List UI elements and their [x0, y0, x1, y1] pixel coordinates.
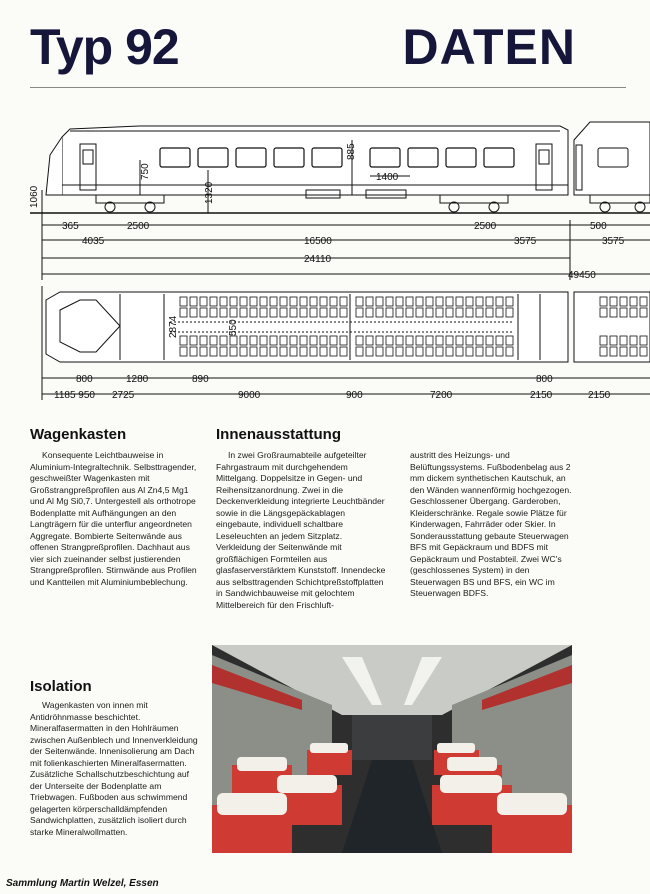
seat	[366, 308, 373, 317]
seat	[290, 308, 297, 317]
seat	[406, 336, 413, 345]
seat	[436, 308, 443, 317]
seat	[190, 336, 197, 345]
dim-890: 890	[192, 374, 209, 385]
seat	[230, 308, 237, 317]
seat	[210, 297, 217, 306]
seat	[356, 297, 363, 306]
seat	[356, 308, 363, 317]
seat	[466, 336, 473, 345]
seat	[396, 336, 403, 345]
seat	[496, 297, 503, 306]
seat	[446, 336, 453, 345]
seat	[456, 336, 463, 345]
seat	[496, 308, 503, 317]
seat	[386, 297, 393, 306]
seat	[496, 347, 503, 356]
seat	[340, 297, 347, 306]
dim-4035: 4035	[82, 236, 105, 247]
seat	[436, 347, 443, 356]
dim-750: 750	[140, 163, 151, 180]
seat	[386, 336, 393, 345]
seat	[366, 347, 373, 356]
dim-1280: 1280	[126, 374, 149, 385]
dim-9000: 9000	[238, 390, 261, 401]
seat	[210, 308, 217, 317]
seat	[386, 308, 393, 317]
seat	[376, 308, 383, 317]
seat	[180, 336, 187, 345]
seat	[310, 347, 317, 356]
seat	[220, 297, 227, 306]
dim-3575-b: 3575	[602, 236, 625, 247]
seat	[620, 297, 627, 306]
seat	[446, 308, 453, 317]
seat	[270, 336, 277, 345]
dim-2500-right: 2500	[474, 221, 497, 232]
seat	[280, 347, 287, 356]
seat	[506, 308, 513, 317]
seat	[386, 347, 393, 356]
seat	[366, 297, 373, 306]
seat	[610, 308, 617, 317]
seat	[456, 297, 463, 306]
seat	[260, 347, 267, 356]
seat	[200, 347, 207, 356]
seat	[340, 347, 347, 356]
seat	[406, 308, 413, 317]
seat	[506, 336, 513, 345]
dim-49450: 49450	[568, 270, 596, 281]
heading-wagenkasten: Wagenkasten	[30, 426, 127, 443]
seat	[426, 308, 433, 317]
seat	[300, 336, 307, 345]
seat	[180, 347, 187, 356]
seat	[190, 297, 197, 306]
seat	[630, 308, 637, 317]
seat	[476, 336, 483, 345]
dim-24110: 24110	[304, 254, 332, 265]
seat	[320, 297, 327, 306]
dim-2150-b: 2150	[588, 390, 611, 401]
dim-1320: 1320	[204, 181, 215, 204]
seat	[180, 308, 187, 317]
seat	[630, 297, 637, 306]
seat	[250, 347, 257, 356]
seat	[260, 297, 267, 306]
seat	[250, 336, 257, 345]
seat	[426, 297, 433, 306]
seat	[200, 308, 207, 317]
seat	[340, 336, 347, 345]
seat	[506, 297, 513, 306]
seat	[396, 297, 403, 306]
seat	[630, 336, 637, 345]
seat	[356, 347, 363, 356]
dim-900: 900	[346, 390, 363, 401]
seat	[426, 336, 433, 345]
seat	[486, 297, 493, 306]
seat	[620, 308, 627, 317]
seat	[310, 308, 317, 317]
text-wagenkasten: Konsequente Leichtbauweise in Aluminium-Integraltechnik. Selbsttragender, geschweißter Wagenkasten mit Großstrangpreßprofilen aus Al Zn4,5 Mg1 und Al Mg Si0,7. Untergestell als orthotrope Bodenplatte mit Aufhängungen an den Langträgern für die unterflur angeordneten Aggregate. Bombierte Seitenwände aus offenen Strangpreßprofilen. Dachhaut aus vier sich zueinander selbst justierenden Strangpreßprofilen. Stirnwände aus Profilen und Kantteilen mit Aluminiumbeblechung.	[30, 450, 197, 587]
seat	[466, 297, 473, 306]
seat	[416, 297, 423, 306]
header-divider	[30, 87, 626, 88]
seat	[230, 336, 237, 345]
seat	[456, 347, 463, 356]
heading-innenausstattung: Innenausstattung	[216, 426, 342, 443]
seat	[280, 308, 287, 317]
dim-2874: 2874	[168, 315, 179, 338]
text-isolation: Wagenkasten von innen mit Antidröhnmasse beschichtet. Mineralfasermatten in den Hohlräumen zwischen Außenblech und Innenverkleidung der Seitenwände. Innenisolierung am Dach mit folienkaschierten Mineralfasermatten. Zusätzliche Schallschutzbeschichtung auf der Unterseite der Bodenplatte am Triebwagen. Fußboden aus schwimmend gelagerten körperschalldämpfenden Sandwichplatten, zusätzlich isoliert durch starke Mineralwollmatten.	[30, 700, 198, 837]
dim-3575-a: 3575	[514, 236, 537, 247]
seat	[620, 336, 627, 345]
seat	[230, 347, 237, 356]
seat	[486, 336, 493, 345]
seat	[270, 297, 277, 306]
seat	[200, 297, 207, 306]
seat	[250, 308, 257, 317]
seat	[640, 297, 647, 306]
floor-plan	[46, 292, 650, 362]
seat	[600, 308, 607, 317]
seat	[240, 308, 247, 317]
seat	[466, 308, 473, 317]
seat	[240, 336, 247, 345]
seat	[270, 308, 277, 317]
seat	[620, 347, 627, 356]
seat	[310, 297, 317, 306]
dim-7200: 7200	[430, 390, 453, 401]
dim-500: 500	[590, 221, 607, 232]
seat	[190, 308, 197, 317]
seat	[260, 308, 267, 317]
seat	[640, 347, 647, 356]
dim-885: 885	[346, 143, 357, 160]
text-innenausstattung-col2: austritt des Heizungs- und Belüftungssystems. Fußbodenbelag aus 2 mm dickem synthetischen Kautschuk, an den Wänden wannenförmig hochgezogen. Geschlossener Übergang. Garderoben, Kleiderschränke. Regale sowie Plätze für Kinderwagen, Fahrräder oder Skier. In Sonderausstattung gebaute Steuerwagen BFS mit Gepäckraum und BDFS mit Gepäckraum und Postabteil. Zwei WC's (geschlossenes System) in den Steuerwagen BS und BFS, ein WC im Steuerwagen BDFS.	[410, 450, 572, 598]
seat	[630, 347, 637, 356]
seat	[640, 336, 647, 345]
photo-credit: Sammlung Martin Welzel, Essen	[6, 878, 159, 889]
seat	[190, 347, 197, 356]
seat	[300, 308, 307, 317]
seat	[436, 297, 443, 306]
seat	[270, 347, 277, 356]
seat	[466, 347, 473, 356]
dim-800-left: 800	[76, 374, 93, 385]
page-title: Typ 92	[30, 19, 179, 75]
seat	[376, 347, 383, 356]
seat	[476, 308, 483, 317]
dim-1060: 1060	[29, 185, 40, 208]
seat	[300, 297, 307, 306]
heading-isolation: Isolation	[30, 678, 92, 695]
seat	[290, 336, 297, 345]
side-elevation	[30, 122, 650, 280]
seat	[300, 347, 307, 356]
seat	[320, 308, 327, 317]
seat	[330, 308, 337, 317]
dim-1400: 1400	[376, 172, 399, 183]
seat	[330, 347, 337, 356]
seat	[200, 336, 207, 345]
seat	[396, 347, 403, 356]
seat	[416, 308, 423, 317]
seat	[600, 297, 607, 306]
seat	[640, 308, 647, 317]
seat	[240, 347, 247, 356]
dim-16500: 16500	[304, 236, 332, 247]
seat	[446, 297, 453, 306]
seat	[366, 336, 373, 345]
seat	[220, 336, 227, 345]
seat	[496, 336, 503, 345]
seat	[436, 336, 443, 345]
seat	[456, 308, 463, 317]
seat	[446, 347, 453, 356]
technical-drawing	[0, 100, 650, 420]
seat	[240, 297, 247, 306]
seat	[180, 297, 187, 306]
seat	[610, 297, 617, 306]
text-innenausstattung-col1: In zwei Großraumabteile aufgeteilter Fahrgastraum mit durchgehendem Mittelgang. Doppelsitze in Gegen- und Reihensitzanordnung. Zwei in die Deckenverkleidung integrierte Leuchtbänder sowie in die Längsgepäckablagen eingebaute, individuell schaltbare Leseleuchten an jedem Sitzplatz. Verkleidung der Seitenwände mit großflächigen Formteilen aus glasfaserverstärktem Kunststoff. Innendecke aus selbsttragenden Schichtpreßstoffplatten in Sandwichbauweise mit gelochtem Mittelbereich für den Frischluft-	[216, 450, 386, 610]
seat	[426, 347, 433, 356]
seat	[600, 347, 607, 356]
seat	[210, 336, 217, 345]
seat	[610, 347, 617, 356]
seat	[250, 297, 257, 306]
dim-550: 550	[228, 319, 239, 336]
seat	[600, 336, 607, 345]
seat	[506, 347, 513, 356]
seat	[476, 297, 483, 306]
seat	[476, 347, 483, 356]
dim-2500-left: 2500	[127, 221, 150, 232]
seat	[290, 297, 297, 306]
page-subtitle: DATEN	[402, 19, 576, 75]
seat	[220, 347, 227, 356]
seat	[220, 308, 227, 317]
seat	[330, 297, 337, 306]
seat	[210, 347, 217, 356]
dim-1185-950: 1185 950	[54, 390, 95, 401]
seat	[280, 336, 287, 345]
seat	[416, 347, 423, 356]
seat	[290, 347, 297, 356]
seat	[310, 336, 317, 345]
dim-2725: 2725	[112, 390, 135, 401]
seat	[486, 347, 493, 356]
dim-365: 365	[62, 221, 79, 232]
seat	[376, 336, 383, 345]
dim-2150-a: 2150	[530, 390, 553, 401]
interior-photo	[212, 645, 572, 853]
seat	[356, 336, 363, 345]
seat	[406, 347, 413, 356]
seat	[396, 308, 403, 317]
seat	[610, 336, 617, 345]
seat	[320, 336, 327, 345]
dim-800-right: 800	[536, 374, 553, 385]
seat	[340, 308, 347, 317]
seat	[416, 336, 423, 345]
seat	[280, 297, 287, 306]
seat	[260, 336, 267, 345]
seat	[406, 297, 413, 306]
seat	[376, 297, 383, 306]
seat	[330, 336, 337, 345]
seat	[230, 297, 237, 306]
seat	[486, 308, 493, 317]
seat	[320, 347, 327, 356]
